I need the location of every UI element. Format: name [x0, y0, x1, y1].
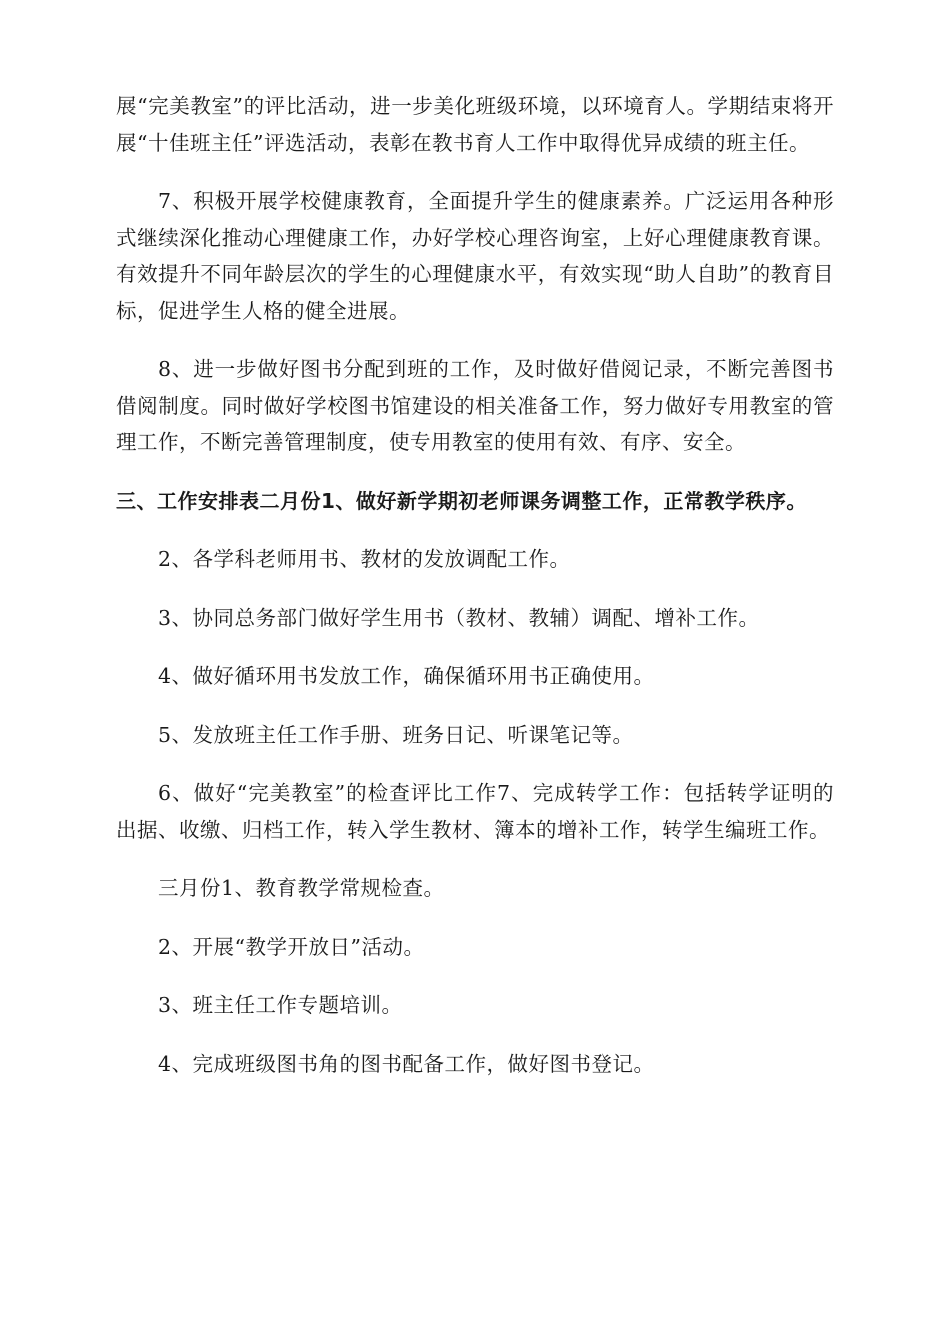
paragraph-feb-item-2: 2、各学科老师用书、教材的发放调配工作。 — [158, 547, 571, 571]
paragraph-continuation: 展“完美教室”的评比活动，进一步美化班级环境，以环境育人。学期结束将开展“十佳班主任”评选活动，表彰在教书育人工作中取得优异成绩的班主任。 — [116, 94, 834, 155]
document-page — [116, 88, 834, 1104]
paragraph-mar-item-4: 4、完成班级图书角的图书配备工作，做好图书登记。 — [158, 1051, 655, 1076]
paragraph-mar-item-1: 三月份1、教育教学常规检查。 — [158, 876, 445, 900]
paragraph-feb-item-6-7: 6、做好“完美教室”的检查评比工作7、完成转学工作：包括转学证明的出据、收缴、归档工作，转入学生教材、簿本的增补工作，转学生编班工作。 — [116, 781, 834, 842]
paragraph-feb-item-5: 5、发放班主任工作手册、班务日记、听课笔记等。 — [158, 722, 634, 747]
paragraph-feb-item-3: 3、协同总务部门做好学生用书（教材、教辅）调配、增补工作。 — [158, 605, 760, 630]
paragraph-item-8: 8、进一步做好图书分配到班的工作，及时做好借阅记录，不断完善图书借阅制度。同时做好学校图书馆建设的相关准备工作，努力做好专用教室的管理工作，不断完善管理制度，使专用教室的使用有效、有序、安全。 — [116, 357, 834, 454]
paragraph-mar-item-3: 3、班主任工作专题培训。 — [158, 993, 403, 1017]
section-heading-schedule: 三、工作安排表二月份1、做好新学期初老师课务调整工作，正常教学秩序。 — [116, 488, 807, 513]
paragraph-feb-item-4: 4、做好循环用书发放工作，确保循环用书正确使用。 — [158, 664, 655, 688]
paragraph-mar-item-2: 2、开展“教学开放日”活动。 — [158, 934, 425, 959]
paragraph-item-7: 7、积极开展学校健康教育，全面提升学生的健康素养。广泛运用各种形式继续深化推动心理健康工作，办好学校心理咨询室，上好心理健康教育课。有效提升不同年龄层次的学生的心理健康水平，有效实现“助人自助”的教育目标，促进学生人格的健全进展。 — [116, 189, 834, 323]
